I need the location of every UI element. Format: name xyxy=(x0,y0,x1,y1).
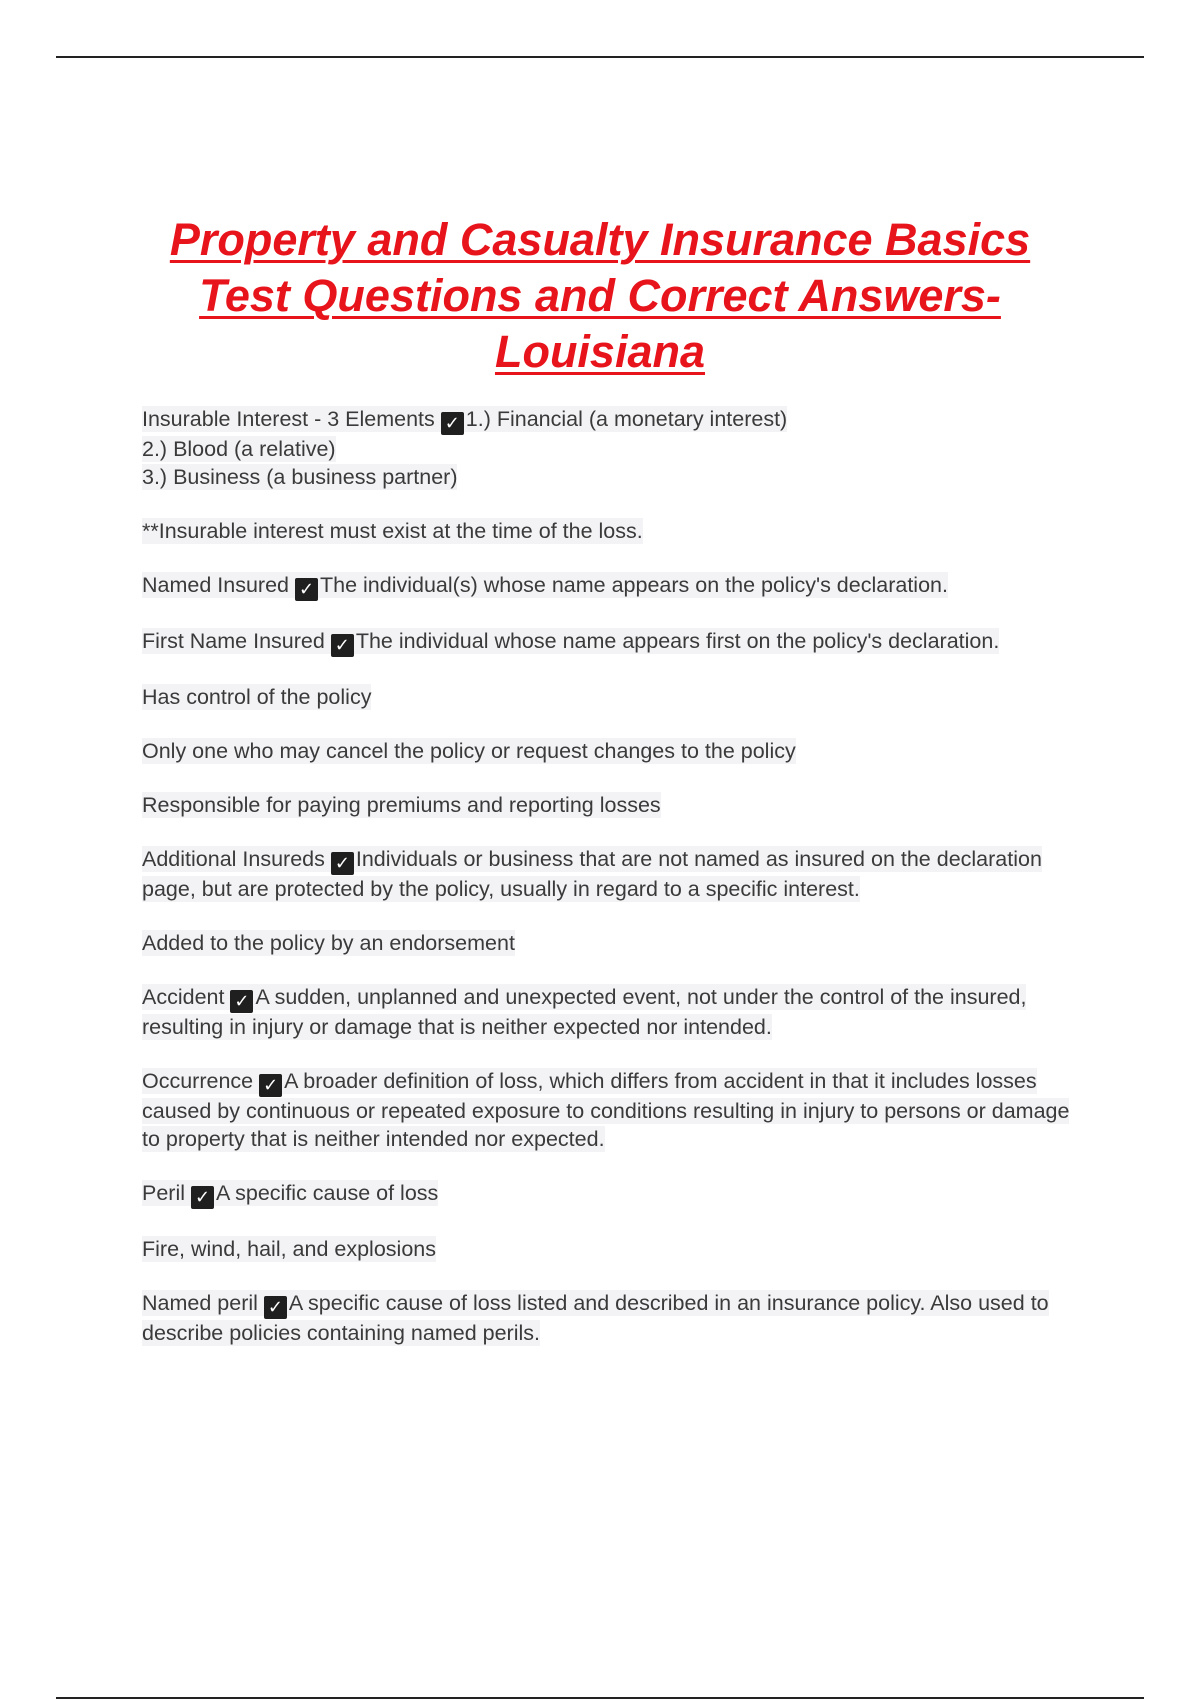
entry-extra-text: 3.) Business (a business partner) xyxy=(142,465,458,489)
entry-additional-insureds xyxy=(142,845,1072,903)
entry-note xyxy=(142,737,1072,765)
entry-term: Named peril xyxy=(142,1291,258,1315)
checkbox-checked-icon: ✓ xyxy=(264,1296,287,1319)
entry-term: First Name Insured xyxy=(142,629,325,653)
checkbox-checked-icon: ✓ xyxy=(191,1186,214,1209)
entry-occurrence xyxy=(142,1067,1072,1153)
checkbox-checked-icon: ✓ xyxy=(230,990,253,1013)
entry-extra-line xyxy=(142,463,1072,491)
entry-named-insured xyxy=(142,571,1072,601)
entry-answer: 1.) Financial (a monetary interest) xyxy=(465,407,788,431)
entry-note xyxy=(142,1235,1072,1263)
checkbox-checked-icon: ✓ xyxy=(441,412,464,435)
entry-extra-line xyxy=(142,435,1072,463)
entry-term: Additional Insureds xyxy=(142,847,325,871)
entry-extra-text: 2.) Blood (a relative) xyxy=(142,437,336,461)
title-line-2: Test Questions and Correct Answers- xyxy=(199,270,1001,321)
entry-term: Peril xyxy=(142,1181,186,1205)
entry-answer: The individual(s) whose name appears on the policy's declaration. xyxy=(320,573,948,597)
entry-answer: A sudden, unplanned and unexpected event, not under the control of the insured, resulting in injury or damage that is neither expected nor intended. xyxy=(142,985,1027,1039)
entry-answer: The individual whose name appears first on the policy's declaration. xyxy=(355,629,1000,653)
entry-term: Insurable Interest - 3 Elements xyxy=(142,407,435,431)
entry-answer: A broader definition of loss, which differs from accident in that it includes losses caused by continuous or repeated exposure to conditions resulting in injury to persons or damage to property that is neither intended nor expected. xyxy=(142,1069,1070,1151)
top-rule xyxy=(56,56,1144,58)
entry-note-text: Responsible for paying premiums and reporting losses xyxy=(142,793,661,817)
checkbox-checked-icon: ✓ xyxy=(259,1074,282,1097)
entry-note-text: Fire, wind, hail, and explosions xyxy=(142,1237,436,1261)
entry-accident xyxy=(142,983,1072,1041)
entry-note xyxy=(142,517,1072,545)
entry-peril xyxy=(142,1179,1072,1209)
title-line-1: Property and Casualty Insurance Basics xyxy=(169,214,1031,265)
bottom-rule xyxy=(56,1697,1144,1699)
checkbox-checked-icon: ✓ xyxy=(295,578,318,601)
flashcard-list xyxy=(142,405,1072,1373)
entry-note-text: Only one who may cancel the policy or request changes to the policy xyxy=(142,739,796,763)
entry-term: Accident xyxy=(142,985,225,1009)
entry-note-text: Added to the policy by an endorsement xyxy=(142,931,515,955)
entry-answer: Individuals or business that are not named as insured on the declaration page, but are protected by the policy, usually in regard to a specific interest. xyxy=(142,847,1042,901)
entry-answer: A specific cause of loss xyxy=(216,1181,439,1205)
checkbox-checked-icon: ✓ xyxy=(331,634,354,657)
entry-term: Occurrence xyxy=(142,1069,254,1093)
entry-first-name-insured xyxy=(142,627,1072,657)
entry-answer: A specific cause of loss listed and described in an insurance policy. Also used to describe policies containing named perils. xyxy=(142,1291,1049,1345)
entry-note-text: Has control of the policy xyxy=(142,685,372,709)
entry-note xyxy=(142,683,1072,711)
checkbox-checked-icon: ✓ xyxy=(331,852,354,875)
entry-note xyxy=(142,929,1072,957)
title-line-3: Louisiana xyxy=(494,326,706,377)
entry-insurable-interest xyxy=(142,405,1072,435)
entry-note xyxy=(142,791,1072,819)
entry-named-peril xyxy=(142,1289,1072,1347)
entry-term: Named Insured xyxy=(142,573,289,597)
document-title xyxy=(60,212,1140,380)
entry-note-text: **Insurable interest must exist at the time of the loss. xyxy=(142,519,643,543)
